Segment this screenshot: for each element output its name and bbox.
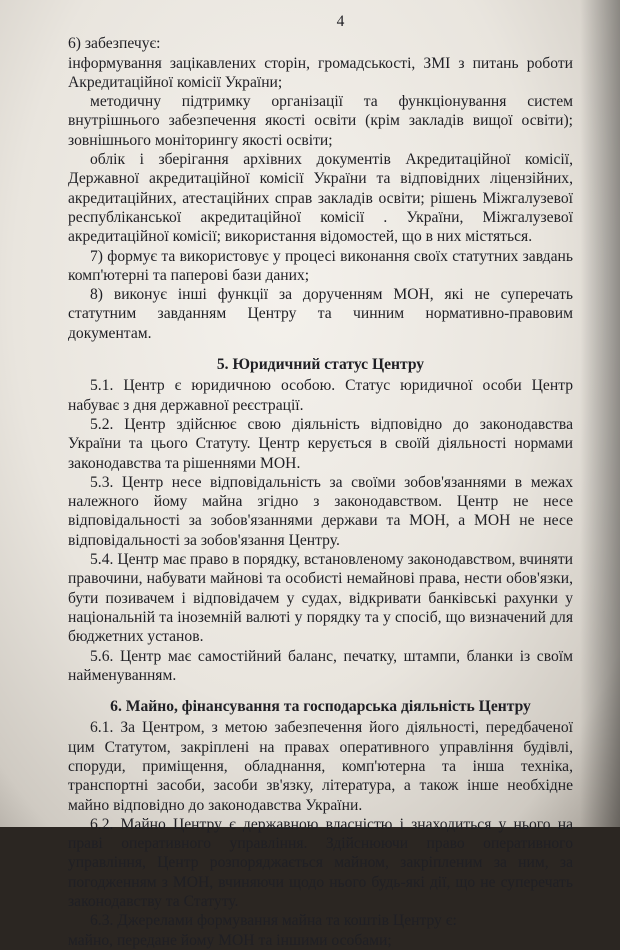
list-item: 8) виконує інші функції за дорученням МОН, які не суперечать статутним завданням Центру та чинним нормативно-правовим документам. xyxy=(68,286,573,342)
list-item: методичну підтримку організації та функціонування систем внутрішнього забезпечення якості освіти (крім закладів вищої освіти); зовнішнього моніторингу якості освіти; xyxy=(68,93,573,149)
paragraph: 6.1. За Центром, з метою забезпечення його діяльності, передбаченої цим Статутом, закріплені на правах оперативного управління будівлі, споруди, приміщення, обладнання, комп'ютерна та інша техніка, транспортні засоби, засоби зв'язку, література, а також інше необхідне майно відповідно до законодавства України. xyxy=(68,719,573,814)
page-shadow xyxy=(580,0,620,827)
section-heading: 6. Майно, фінансування та господарська діяльність Центру xyxy=(110,698,531,716)
section-heading: 5. Юридичний статус Центру xyxy=(216,356,425,374)
paragraph: 6.2. Майно Центру є державною власністю і знаходиться у нього на праві оперативного управління. Здійснюючи право оперативного управління, Центр розпоряджається майном, закріпленим за ним, за погодженням з МОН, вчиняючи щодо нього будь-які дії, що не суперечать законодавству та Статуту. xyxy=(68,815,573,911)
paragraph: 6.3. Джерелами формування майна та коштів Центру є: xyxy=(90,912,457,930)
paragraph: 5.2. Центр здійснює свою діяльність відповідно до законодавства України та цього Статуту. Центр керується в своїй діяльності нормами законодавства та рішеннями МОН. xyxy=(68,415,573,472)
paragraph: 5.6. Центр має самостійний баланс, печатку, штампи, бланки із своїм найменуванням. xyxy=(68,647,573,684)
page-number: 4 xyxy=(336,13,345,30)
document-body xyxy=(68,12,573,950)
paragraph: 5.4. Центр має право в порядку, встановленому законодавством, вчиняти правочини, набувати майнові та особисті немайнові права, нести обов'язки, бути позивачем і відповідачем у судах, відкривати банківські рахунки у національній та іноземній валюті у порядку та у спосіб, що визначений для бюджетних установ. xyxy=(68,551,573,646)
list-item: інформування зацікавлених сторін, громадськості, ЗМІ з питань роботи Акредитаційної комісії України; xyxy=(68,54,573,91)
list-item: 6) забезпечує: xyxy=(68,35,161,53)
list-item: 7) формує та використовує у процесі виконання своїх статутних завдань комп'ютерні та паперові бази даних; xyxy=(68,247,573,284)
paragraph: 5.1. Центр є юридичною особою. Статус юридичної особи Центр набуває з дня державної реєстрації. xyxy=(68,377,573,414)
paragraph: 5.3. Центр несе відповідальність за своїми зобов'язаннями в межах належного йому майна згідно з законодавством. Центр не несе відповідальності за зобов'язаннями держави та МОН, а МОН не несе відповідальності за зобов'язання Центру. xyxy=(68,473,573,549)
list-item: облік і зберігання архівних документів Акредитаційної комісії, Державної акредитаційної комісії України та відповідних ліцензійних, акредитаційних, атестаційних справ закладів освіти; рішень Міжгалузевої республіканської акредитаційної комісії . України, Міжгалузевої акредитаційної комісії; використання відомостей, що в них містяться. xyxy=(68,151,573,246)
paragraph: майно, передане йому МОН та іншими особами; xyxy=(68,931,392,949)
